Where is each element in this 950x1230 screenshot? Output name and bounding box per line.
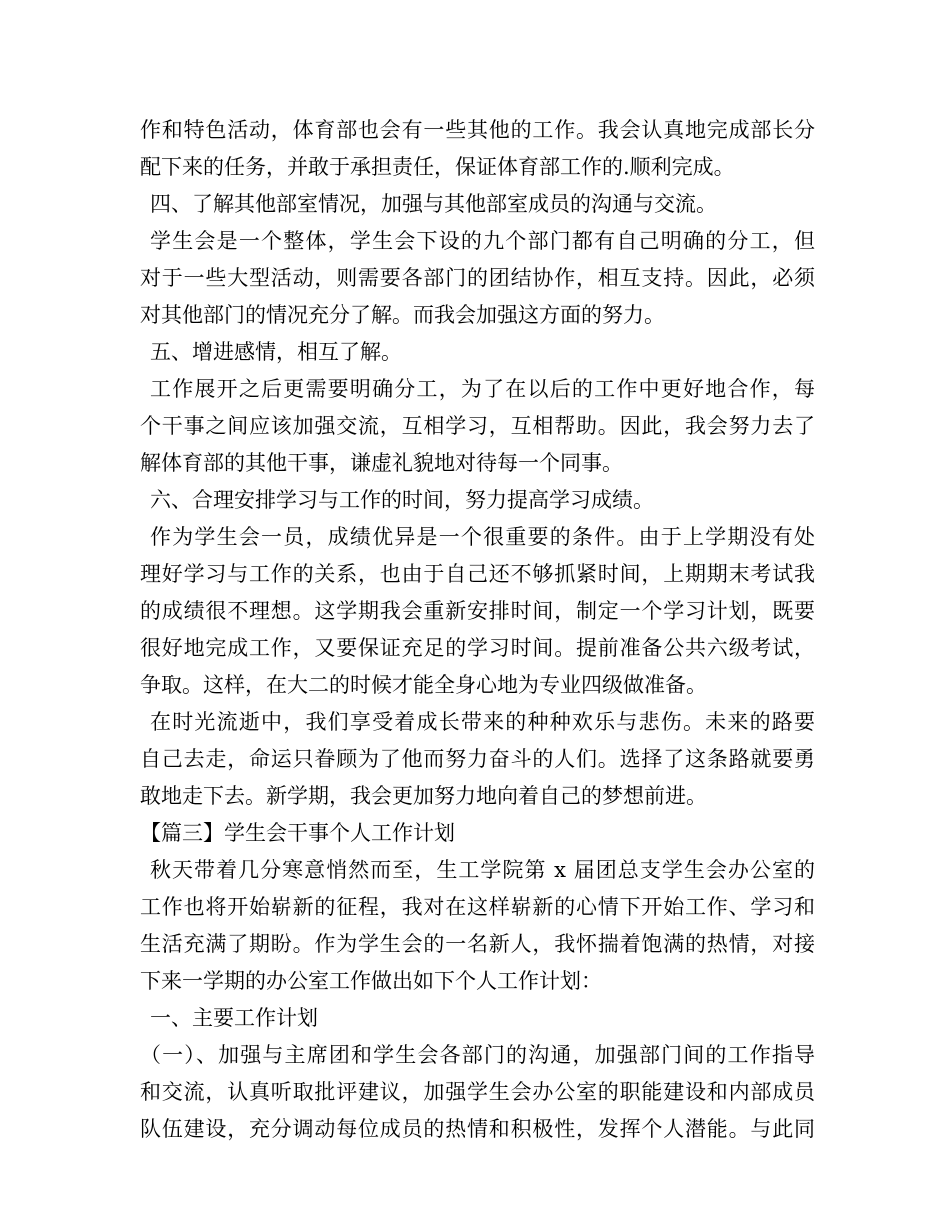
text-line: 的成绩很不理想。这学期我会重新安排时间，制定一个学习计划，既要 (140, 599, 815, 623)
text-line: 工作也将开始崭新的征程，我对在这样崭新的心情下开始工作、学习和 (140, 895, 815, 919)
text-line: 个干事之间应该加强交流，互相学习，互相帮助。因此，我会努力去了 (140, 414, 815, 438)
section-heading: 一、主要工作计划 (150, 1006, 318, 1030)
text-line: 作和特色活动，体育部也会有一些其他的工作。我会认真地完成部长分 (140, 118, 815, 142)
section-heading: 四、了解其他部室情况，加强与其他部室成员的沟通与交流。 (150, 192, 717, 216)
text-line: 很好地完成工作，又要保证充足的学习时间。提前准备公共六级考试， (140, 636, 815, 660)
text-line: （一）、加强与主席团和学生会各部门的沟通，加强部门间的工作指导 (140, 1043, 815, 1067)
text-line: 自己去走，命运只眷顾为了他而努力奋斗的人们。选择了这条路就要勇 (140, 747, 815, 771)
text-line: 秋天带着几分寒意悄然而至，生工学院第 x 届团总支学生会办公室的 (150, 858, 815, 882)
text-line: 理好学习与工作的关系，也由于自己还不够抓紧时间，上期期末考试我 (140, 562, 815, 586)
text-line: 队伍建设，充分调动每位成员的热情和积极性，发挥个人潜能。与此同 (140, 1117, 815, 1141)
document-page (140, 112, 815, 1148)
text-line: 配下来的任务，并敢于承担责任，保证体育部工作的.顺利完成。 (140, 155, 735, 179)
text-line: 和交流，认真听取批评建议，加强学生会办公室的职能建设和内部成员 (140, 1080, 815, 1104)
text-line: 对其他部门的情况充分了解。而我会加强这方面的努力。 (140, 303, 665, 327)
text-line: 敢地走下去。新学期，我会更加努力地向着自己的梦想前进。 (140, 784, 707, 808)
text-line: 对于一些大型活动，则需要各部门的团结协作，相互支持。因此，必须 (140, 266, 815, 290)
text-line: 工作展开之后更需要明确分工，为了在以后的工作中更好地合作，每 (150, 377, 815, 401)
text-line: 争取。这样，在大二的时候才能全身心地为专业四级做准备。 (140, 673, 707, 697)
section-heading: 五、增进感情，相互了解。 (150, 340, 402, 364)
section-heading: 六、合理安排学习与工作的时间，努力提高学习成绩。 (150, 488, 654, 512)
text-line: 学生会是一个整体，学生会下设的九个部门都有自己明确的分工，但 (150, 229, 815, 253)
text-line: 生活充满了期盼。作为学生会的一名新人，我怀揣着饱满的热情，对接 (140, 932, 815, 956)
text-line: 作为学生会一员，成绩优异是一个很重要的条件。由于上学期没有处 (150, 525, 815, 549)
text-line: 在时光流逝中，我们享受着成长带来的种种欢乐与悲伤。未来的路要 (150, 710, 815, 734)
text-line: 下来一学期的办公室工作做出如下个人工作计划： (140, 969, 602, 993)
article-title: 【篇三】学生会干事个人工作计划 (140, 821, 455, 845)
text-line: 解体育部的其他干事，谦虚礼貌地对待每一个同事。 (140, 451, 623, 475)
